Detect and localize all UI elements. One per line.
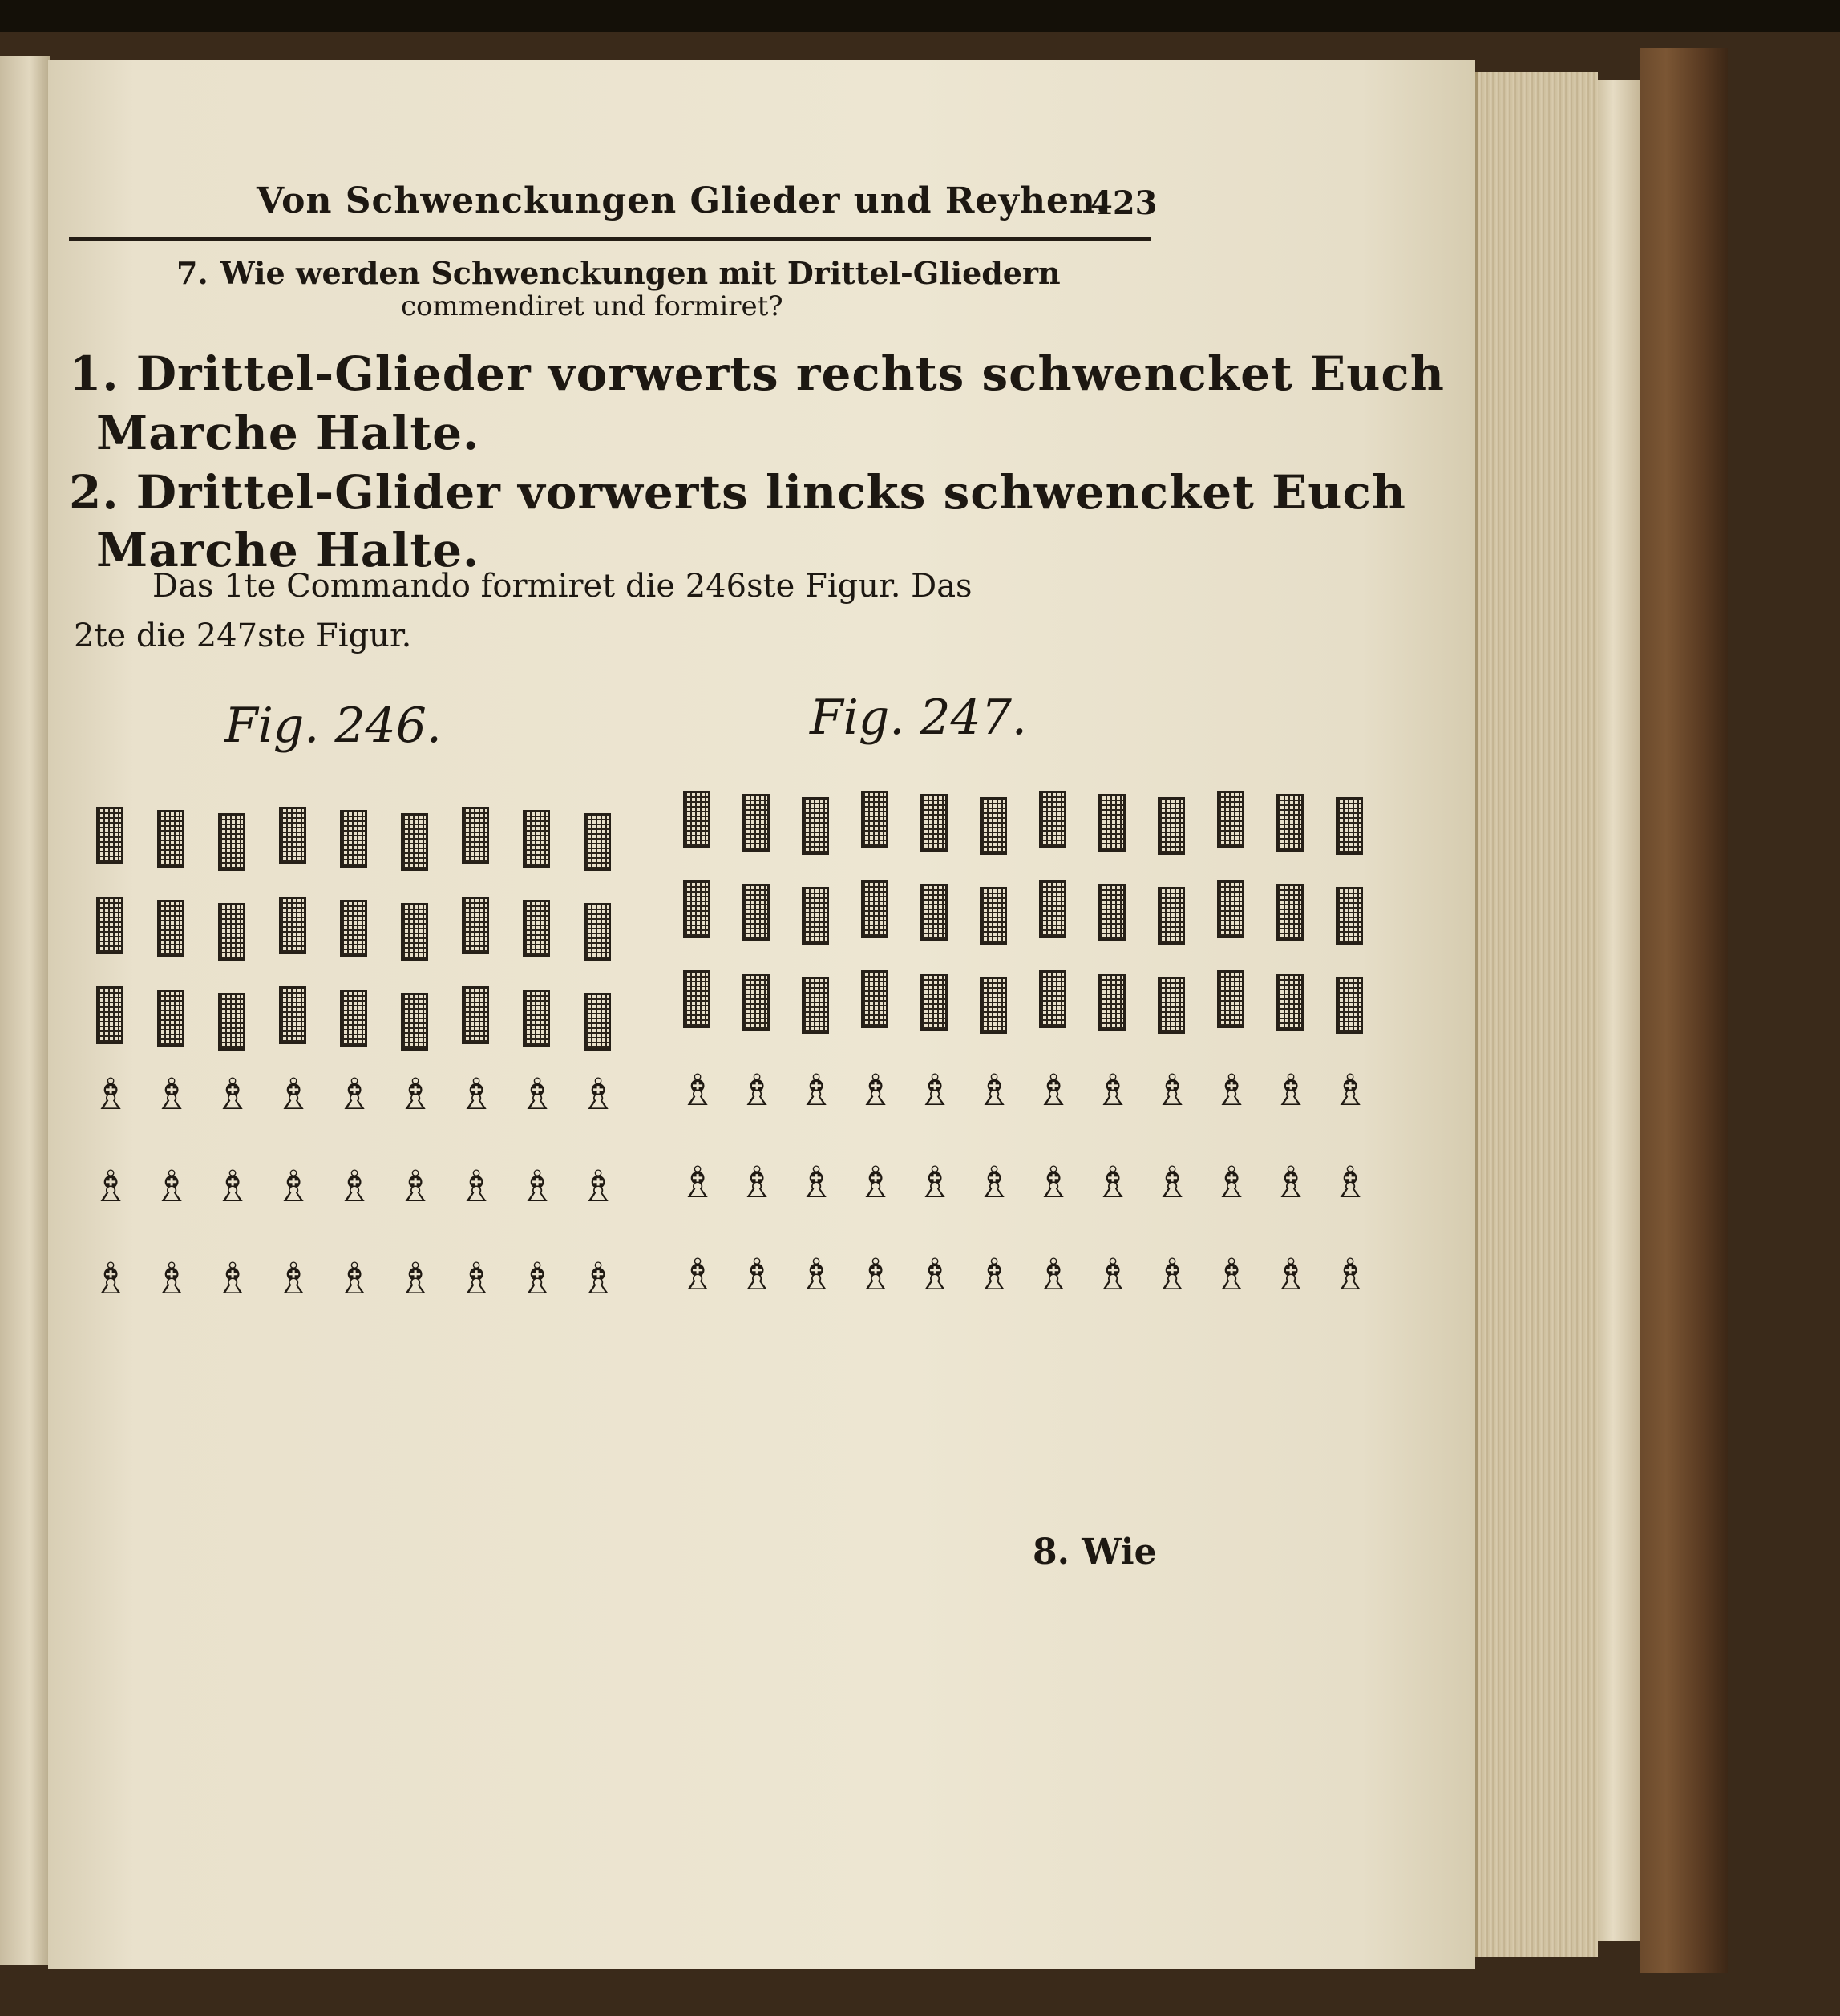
soldier-figure-icon: ♗ <box>1153 1249 1192 1300</box>
soldier-figure-icon: ♗ <box>518 1161 557 1212</box>
soldier-figure-icon: ♗ <box>1034 1249 1074 1300</box>
soldier-figure-icon: ♗ <box>1331 1249 1370 1300</box>
catchword: 8. Wie <box>1033 1532 1157 1573</box>
soldier-figure-icon: ♗ <box>91 1161 131 1212</box>
file-block-icon <box>1039 791 1066 848</box>
file-block-icon <box>683 880 710 938</box>
soldier-figure-icon: ♗ <box>213 1253 253 1304</box>
file-block-icon <box>1098 794 1126 852</box>
file-block-icon <box>980 887 1007 945</box>
soldier-figure-icon: ♗ <box>738 1157 777 1208</box>
explanation-line-1: Das 1te Commando formiret die 246ste Figur. Das <box>152 568 973 605</box>
soldier-figure-icon: ♗ <box>213 1161 253 1212</box>
soldier-figure-icon: ♗ <box>213 1069 253 1119</box>
soldier-figure-icon: ♗ <box>797 1249 836 1300</box>
file-block-icon <box>742 974 770 1031</box>
explanation-line-2: 2te die 247ste Figur. <box>74 617 412 654</box>
file-block-icon <box>683 791 710 848</box>
soldier-figure-icon: ♗ <box>335 1161 374 1212</box>
file-block-icon <box>861 880 888 938</box>
soldier-figure-icon: ♗ <box>274 1253 313 1304</box>
file-block-icon <box>920 884 948 941</box>
file-block-icon <box>1098 884 1126 941</box>
file-block-icon <box>1217 970 1244 1028</box>
file-block-icon <box>1276 884 1304 941</box>
file-block-icon <box>1039 970 1066 1028</box>
command-1-line-2: Marche Halte. <box>96 406 480 460</box>
command-2-line-1: 2. Drittel-Glider vorwerts lincks schwencket Euch <box>69 465 1406 520</box>
soldier-figure-icon: ♗ <box>1094 1249 1133 1300</box>
soldier-figure-icon: ♗ <box>916 1157 955 1208</box>
file-block-icon <box>683 970 710 1028</box>
soldier-figure-icon: ♗ <box>678 1249 718 1300</box>
soldier-figure-icon: ♗ <box>457 1161 496 1212</box>
soldier-figure-icon: ♗ <box>579 1253 618 1304</box>
soldier-figure-icon: ♗ <box>916 1065 955 1115</box>
soldier-figure-icon: ♗ <box>1272 1065 1311 1115</box>
soldier-figure-icon: ♗ <box>1212 1065 1252 1115</box>
soldier-figure-icon: ♗ <box>1212 1157 1252 1208</box>
soldier-figure-icon: ♗ <box>916 1249 955 1300</box>
soldier-figure-icon: ♗ <box>856 1249 896 1300</box>
file-block-icon <box>1158 887 1185 945</box>
soldier-figure-icon: ♗ <box>457 1253 496 1304</box>
soldier-figure-icon: ♗ <box>274 1069 313 1119</box>
soldier-figure-icon: ♗ <box>579 1161 618 1212</box>
soldier-figure-icon: ♗ <box>518 1069 557 1119</box>
soldier-figure-icon: ♗ <box>274 1161 313 1212</box>
soldier-figure-icon: ♗ <box>797 1157 836 1208</box>
file-block-icon <box>802 977 829 1034</box>
soldier-figure-icon: ♗ <box>1034 1065 1074 1115</box>
soldier-figure-icon: ♗ <box>91 1253 131 1304</box>
file-block-icon <box>1158 797 1185 855</box>
soldier-figure-icon: ♗ <box>856 1065 896 1115</box>
soldier-figure-icon: ♗ <box>1272 1249 1311 1300</box>
command-2-line-2: Marche Halte. <box>96 523 480 577</box>
soldier-figure-icon: ♗ <box>396 1069 435 1119</box>
file-block-icon <box>1158 977 1185 1034</box>
file-block-icon <box>802 887 829 945</box>
file-block-icon <box>861 970 888 1028</box>
file-block-icon <box>920 794 948 852</box>
soldier-figure-icon: ♗ <box>457 1069 496 1119</box>
soldier-figure-icon: ♗ <box>1094 1157 1133 1208</box>
file-block-icon <box>1098 974 1126 1031</box>
figure-247-label: Fig. 247. <box>810 690 1027 746</box>
soldier-figure-icon: ♗ <box>1212 1249 1252 1300</box>
soldier-figure-icon: ♗ <box>396 1253 435 1304</box>
file-block-icon <box>980 797 1007 855</box>
soldier-figure-icon: ♗ <box>579 1069 618 1119</box>
soldier-figure-icon: ♗ <box>738 1249 777 1300</box>
file-block-icon <box>980 977 1007 1034</box>
soldier-figure-icon: ♗ <box>975 1157 1014 1208</box>
soldier-figure-icon: ♗ <box>152 1161 192 1212</box>
file-block-icon <box>920 974 948 1031</box>
running-title: Von Schwenckungen Glieder und Reyhen. <box>257 180 1110 221</box>
page-number: 423 <box>1090 184 1158 222</box>
file-block-icon <box>1276 794 1304 852</box>
soldier-figure-icon: ♗ <box>1153 1157 1192 1208</box>
soldier-figure-icon: ♗ <box>1331 1157 1370 1208</box>
figure-246-label: Fig. 246. <box>224 698 442 754</box>
soldier-figure-icon: ♗ <box>335 1069 374 1119</box>
soldier-figure-icon: ♗ <box>1272 1157 1311 1208</box>
file-block-icon <box>1217 791 1244 848</box>
question-number: 7. <box>176 255 208 291</box>
soldier-figure-icon: ♗ <box>975 1249 1014 1300</box>
soldier-figure-icon: ♗ <box>975 1065 1014 1115</box>
soldier-figure-icon: ♗ <box>1331 1065 1370 1115</box>
soldier-figure-icon: ♗ <box>1094 1065 1133 1115</box>
soldier-figure-icon: ♗ <box>738 1065 777 1115</box>
soldier-figure-icon: ♗ <box>335 1253 374 1304</box>
file-block-icon <box>742 884 770 941</box>
question-line-2: commendiret und formiret? <box>401 290 783 322</box>
soldier-figure-icon: ♗ <box>1153 1065 1192 1115</box>
soldier-figure-icon: ♗ <box>678 1065 718 1115</box>
file-block-icon <box>861 791 888 848</box>
question-line-1: Wie werden Schwenckungen mit Drittel-Gliedern <box>220 255 1061 291</box>
soldier-figure-icon: ♗ <box>152 1253 192 1304</box>
soldier-figure-icon: ♗ <box>518 1253 557 1304</box>
file-block-icon <box>1217 880 1244 938</box>
soldier-figure-icon: ♗ <box>396 1161 435 1212</box>
file-block-icon <box>1336 887 1363 945</box>
file-block-icon <box>1039 880 1066 938</box>
soldier-figure-icon: ♗ <box>678 1157 718 1208</box>
command-1-line-1: 1. Drittel-Glieder vorwerts rechts schwencket Euch <box>69 346 1445 401</box>
soldier-figure-icon: ♗ <box>856 1157 896 1208</box>
file-block-icon <box>1276 974 1304 1031</box>
file-block-icon <box>742 794 770 852</box>
soldier-figure-icon: ♗ <box>91 1069 131 1119</box>
file-block-icon <box>1336 797 1363 855</box>
file-block-icon <box>802 797 829 855</box>
soldier-figure-icon: ♗ <box>797 1065 836 1115</box>
file-block-icon <box>1336 977 1363 1034</box>
soldier-figure-icon: ♗ <box>152 1069 192 1119</box>
soldier-figure-icon: ♗ <box>1034 1157 1074 1208</box>
